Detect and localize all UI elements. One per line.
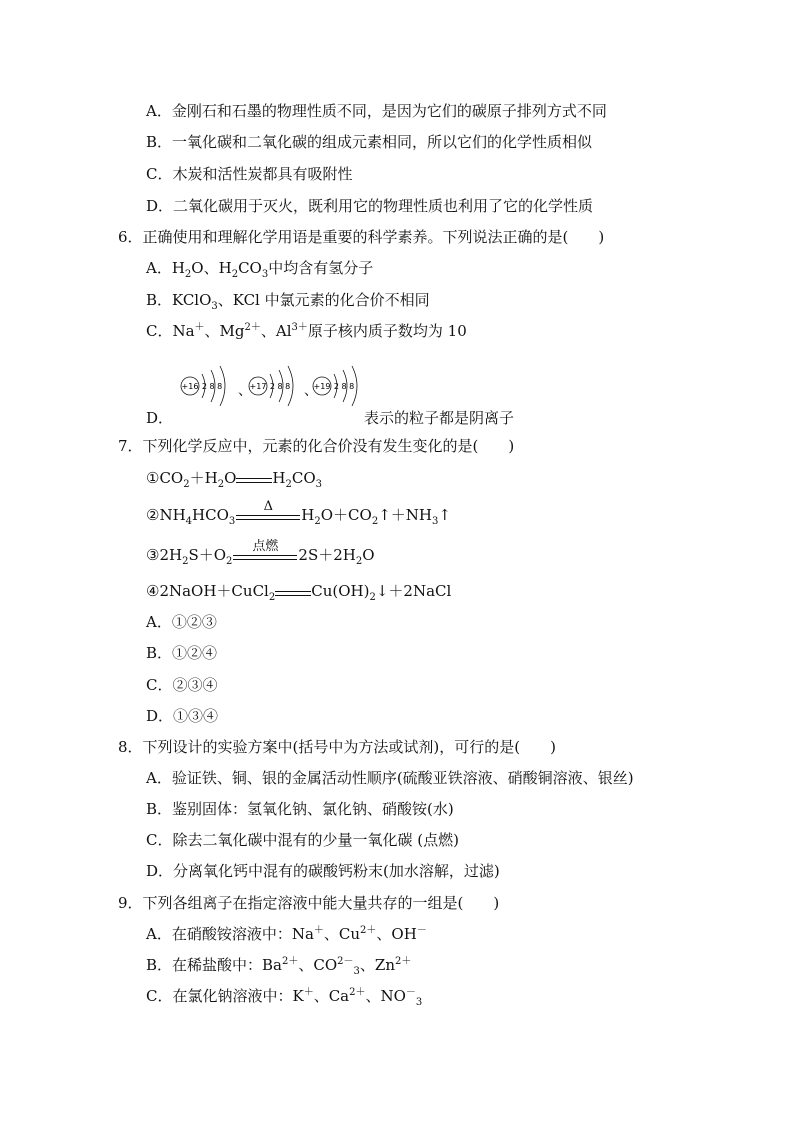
q5-option-d: D．二氧化碳用于灭火，既利用它的物理性质也利用了它的化学性质 — [146, 197, 594, 215]
q7-reaction-2: $②NH_4HCO_3$ Δ $H_2O+CO_2↑+NH_3↑$ — [146, 499, 451, 527]
separator: 、 — [238, 383, 252, 399]
q6-option-d-label: D． — [146, 409, 174, 427]
q6-option-b: B．KClO$_3$、KCl 中氯元素的化合价不相同 — [146, 291, 430, 312]
separator: 、 — [304, 383, 318, 399]
q9-option-c: C．在氯化钠溶液中：K＋、$Ca^{2+}$、$NO^-_3$ — [146, 987, 423, 1008]
q6-option-d-text: 表示的粒子都是阴离子 — [364, 409, 515, 427]
q7-stem: 7．下列化学反应中，元素的化合价没有发生变化的是( ) — [118, 437, 515, 455]
q7-option-b: B．①②④ — [146, 644, 218, 662]
q5-option-b: B．一氧化碳和二氧化碳的组成元素相同，所以它们的化学性质相似 — [146, 133, 593, 151]
q5-option-a: A．金刚石和石墨的物理性质不同，是因为它们的碳原子排列方式不同 — [146, 102, 607, 120]
svg-text:2 8 8: 2 8 8 — [201, 382, 223, 391]
svg-text:+19: +19 — [313, 382, 331, 391]
svg-text:+17: +17 — [249, 382, 267, 391]
atom-diagram-3 — [310, 368, 370, 408]
q8-option-b: B．鉴别固体：氢氧化钠、氯化钠、硝酸铵(水) — [146, 800, 454, 818]
q7-reaction-1: $①CO_2+H_2O$ $H_2CO_3$ — [146, 469, 323, 490]
svg-text:2 8 8: 2 8 8 — [333, 382, 355, 391]
atom-diagram-1 — [178, 368, 238, 408]
q9-option-b: B．在稀盐酸中：$Ba^{2+}$、$CO^{2-}_3$、$Zn^{2+}$ — [146, 956, 412, 977]
q7-option-c: C．②③④ — [146, 676, 218, 694]
q9-option-a: A．在硝酸铵溶液中：Na＋、$Cu^{2+}$、OH－ — [146, 925, 427, 943]
q8-option-a: A．验证铁、铜、银的金属活动性顺序(硫酸亚铁溶液、硝酸铜溶液、银丝) — [146, 769, 634, 787]
q8-option-c: C．除去二氧化碳中混有的少量一氧化碳 (点燃) — [146, 831, 459, 849]
q7-reaction-4: ④2NaOH＋CuCl$_2$ $Cu(OH)_2↓+2NaCl$ — [146, 582, 452, 603]
svg-text:2 8 8: 2 8 8 — [269, 382, 291, 391]
q8-option-d: D．分离氧化钙中混有的碳酸钙粉末(加水溶解，过滤) — [146, 862, 500, 880]
atom-diagram-2 — [246, 368, 306, 408]
q7-reaction-3: $③2H_2S+O_2$ 点燃 $2S+2H_2O$ — [146, 539, 375, 567]
q6-stem: 6．正确使用和理解化学用语是重要的科学素养。下列说法正确的是( ) — [118, 228, 605, 246]
q6-option-c: C．Na＋、$Mg^{2+}$、$Al^{3+}$原子核内质子数均为 10 — [146, 322, 467, 340]
q7-option-d: D．①③④ — [146, 707, 219, 725]
q8-stem: 8．下列设计的实验方案中(括号中为方法或试剂)，可行的是( ) — [118, 738, 556, 756]
q6-option-a: A．$H_2O$、$H_2CO_3$中均含有氢分子 — [146, 259, 374, 280]
q5-option-c: C．木炭和活性炭都具有吸附性 — [146, 165, 353, 183]
q9-stem: 9．下列各组离子在指定溶液中能大量共存的一组是( ) — [118, 894, 500, 912]
svg-text:+16: +16 — [181, 382, 199, 391]
q7-option-a: A．①②③ — [146, 613, 217, 631]
